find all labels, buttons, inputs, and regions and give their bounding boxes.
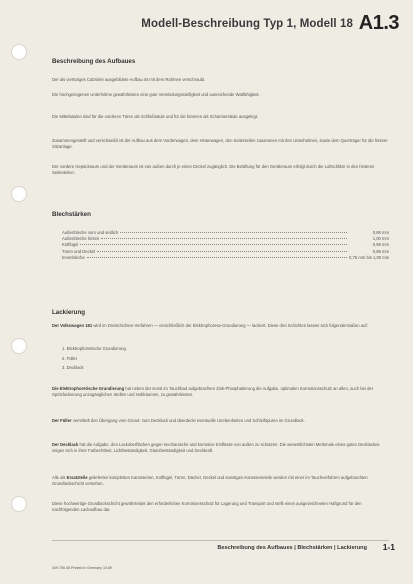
footer-divider [52,540,389,541]
heading-lackierung: Lackierung [52,309,86,316]
paragraph-text: vermittelt den Übergang vom Grund- zum Decklack und überdeckt eventuelle Unebenheiten und Schleifspuren im Grundlack. [71,418,305,423]
bold-term: Die Elektrophoretische Grundierung [52,386,125,391]
paragraph: Diese hochwertige Grundlackschicht gewährleistet den erforderlichen Korrosionsschutz für Lagerung und Transport und stellt einen ausgezeichneten Haftgrund für den nachfolgenden Lackaufbau dar. [52,501,362,513]
list-item: 2. Füller [62,355,78,361]
paragraph-text: hat neben der sonst im Tauchbad aufgebrachten Zink-Phosphatierung die Aufgabe, optimalen Korrosionsschutz an allen, auch bei der Spritzlackierung unzugänglichen Stellen und Hohlräumen, zu gewährleisten. [52,386,374,398]
footer-title: Beschreibung des Aufbaues | Blechstärken | Lackierung [217,545,367,551]
row-value: 1,00 mm [372,236,389,242]
paragraph: Der als viertüriges Cabriolet ausgebildete Aufbau ist mit dem Rahmen verschraubt. [52,77,206,82]
print-note: 349.706.06 Printed in Germany 10.69 [52,566,112,570]
leader-dots [80,244,347,245]
row-value: 0,75 mm bis 1,00 mm [349,254,390,260]
row-value: 0,88 mm [372,248,389,254]
page-header [0,6,413,34]
thickness-table [62,230,389,261]
leader-dots [120,232,347,233]
row-label: Außenbleche hinten [62,236,100,242]
paragraph [52,323,389,329]
paragraph-text: wird im Dreischichten-Verfahren — einschließlich der Elektrophorese-Grundierung — lackiert. Diese drei Schichten lassen sich folgendermaßen auf: [92,323,368,328]
binder-hole [11,338,27,354]
section-code: A1.3 [358,12,399,34]
paragraph: Der vordere Gepäckraum und der Geräteraum ist von außen durch je einen Deckel zugänglich. Die Belüftung für den Geräteraum erfolgt durch die Luftschlitze in den hinteren Seitenteilen. [52,164,375,176]
paragraph-text: Alle als [52,475,67,480]
bold-term: Der Volkswagen 181 [52,323,93,328]
page-number: 1-1 [382,542,395,552]
layer-list [62,346,126,375]
bold-term: Ersatzteile [66,475,88,480]
row-value: 0,88 mm [372,230,389,235]
row-label: Innenbleche [62,254,85,260]
row-value: 0,88 mm [372,242,389,248]
heading-aufbau: Beschreibung des Aufbaues [52,58,136,65]
row-label: Türen und Deckel [62,248,96,254]
heading-blechstaerken: Blechstärken [52,211,91,218]
paragraph: Die Mittelsäulen sind für die vorderen Türen als Schließsäule und für die hinteren als Scharniersäule ausgelegt. [52,114,259,119]
thickness-row [62,255,389,261]
bold-term: Der Decklack [52,442,79,447]
leader-dots [97,251,347,252]
binder-hole [11,496,27,512]
paragraph-text: gelieferten kompletten Karosserien, Kotflügel, Türen, Dächer, Deckel und sonstigen Karosserieteile werden mit einer im Tauchverfahren aufgebrachten Grundlackschicht versehen. [52,475,368,487]
paragraph: Die hochgezogenen Unterholme gewährleisten eine gute Verwindungssteifigkeit und ausreichende Watfähigkeit. [52,92,260,97]
paragraph: Zusammengesteift und verschweißt ist der Aufbau aus dem Vorderwagen, dem Hinterwagen, den Seitenteilen zusammen mit den Unterholmen, sowie dem Querträger für die hintere Sitzanlage. [52,138,388,150]
binder-hole [11,44,27,60]
list-item: 3. Decklack [62,365,84,370]
paragraph [52,442,389,455]
paragraph [52,418,389,424]
paragraph [52,386,389,399]
paragraph-text: hat die Aufgabe, den Lackoberflächen gegen mechanische und korrosive Einflüsse von außen zu schützen. Die wesentlichsten Merkmale eines guten Decklackes zeigen sich in ihrer Farbechtheit, Lichtbeständigkeit, Glanzbeständigkeit und Deckkraft. [52,442,380,454]
row-label: Kotflügel [62,242,79,248]
page-title: Modell-Beschreibung Typ 1, Modell 18 [141,18,353,30]
leader-dots [101,238,347,239]
paragraph [52,475,389,488]
binder-hole [11,186,27,202]
row-label: Außenbleche vorn und seitlich [62,230,119,235]
list-item: 1. Elektrophoretische Grundierung [62,346,126,351]
leader-dots [87,257,347,258]
bold-term: Der Füller [52,418,72,423]
